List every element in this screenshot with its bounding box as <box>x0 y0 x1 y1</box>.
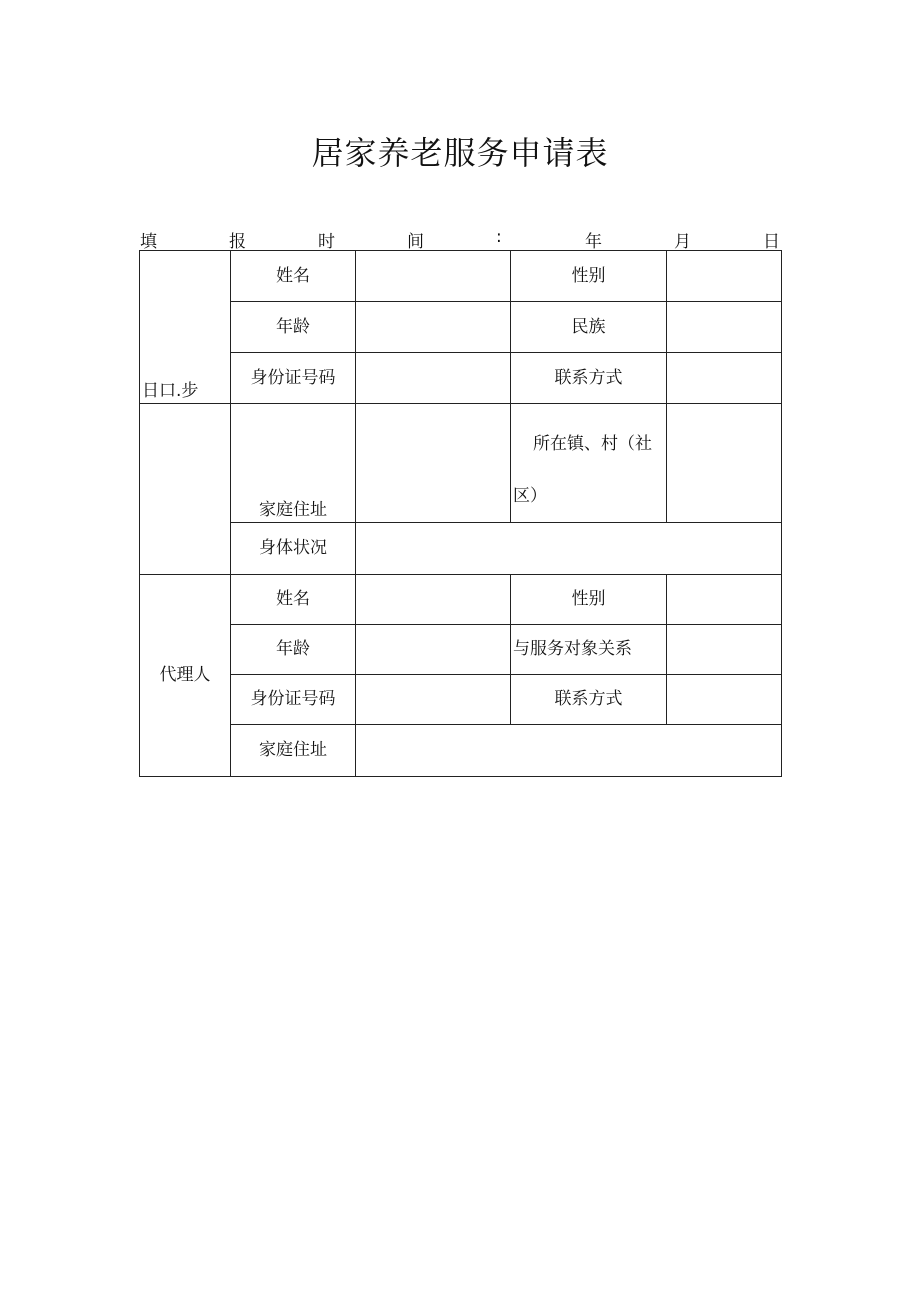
date-day-label[interactable]: 日 <box>763 232 780 252</box>
applicant-section-label: 日口.步 <box>140 251 231 404</box>
agent-contact-field[interactable] <box>667 675 782 725</box>
date-month-label[interactable]: 月 <box>674 232 691 252</box>
applicant-health-label: 身体状况 <box>231 523 356 575</box>
agent-age-label: 年龄 <box>231 625 356 675</box>
date-colon: : <box>496 227 502 247</box>
agent-name-field[interactable] <box>356 575 511 625</box>
application-form-table <box>139 250 782 777</box>
date-year-label[interactable]: 年 <box>585 232 602 252</box>
applicant-township-label <box>511 404 667 523</box>
applicant-age-label: 年龄 <box>231 302 356 353</box>
applicant-name-field[interactable] <box>356 251 511 302</box>
applicant-section-cell-lower <box>140 404 231 575</box>
agent-address-field[interactable] <box>356 725 782 777</box>
applicant-gender-label: 性别 <box>511 251 667 302</box>
date-char-time: 时 <box>318 232 335 252</box>
agent-age-field[interactable] <box>356 625 511 675</box>
applicant-address-field[interactable] <box>356 404 511 523</box>
agent-id-label: 身份证号码 <box>231 675 356 725</box>
applicant-id-label: 身份证号码 <box>231 353 356 404</box>
agent-name-label: 姓名 <box>231 575 356 625</box>
applicant-township-field[interactable] <box>667 404 782 523</box>
agent-id-field[interactable] <box>356 675 511 725</box>
agent-relation-field[interactable] <box>667 625 782 675</box>
agent-relation-label: 与服务对象关系 <box>511 625 667 675</box>
date-char-report: 报 <box>229 232 246 252</box>
date-char-fill: 填 <box>140 232 157 252</box>
agent-gender-label: 性别 <box>511 575 667 625</box>
applicant-ethnicity-field[interactable] <box>667 302 782 353</box>
applicant-age-field[interactable] <box>356 302 511 353</box>
agent-contact-label: 联系方式 <box>511 675 667 725</box>
applicant-health-field[interactable] <box>356 523 782 575</box>
page-title: 居家养老服务申请表 <box>311 134 609 172</box>
fill-date-line <box>140 227 780 252</box>
agent-gender-field[interactable] <box>667 575 782 625</box>
applicant-gender-field[interactable] <box>667 251 782 302</box>
township-label-line2: 区） <box>513 486 547 506</box>
township-label-line1: 所在镇、村（社 <box>533 434 652 454</box>
date-char-interval: 间 <box>407 232 424 252</box>
agent-section-label: 代理人 <box>140 575 231 777</box>
agent-address-label: 家庭住址 <box>231 725 356 777</box>
applicant-contact-label: 联系方式 <box>511 353 667 404</box>
applicant-name-label: 姓名 <box>231 251 356 302</box>
applicant-ethnicity-label: 民族 <box>511 302 667 353</box>
applicant-id-field[interactable] <box>356 353 511 404</box>
applicant-contact-field[interactable] <box>667 353 782 404</box>
applicant-address-label: 家庭住址 <box>231 404 356 523</box>
